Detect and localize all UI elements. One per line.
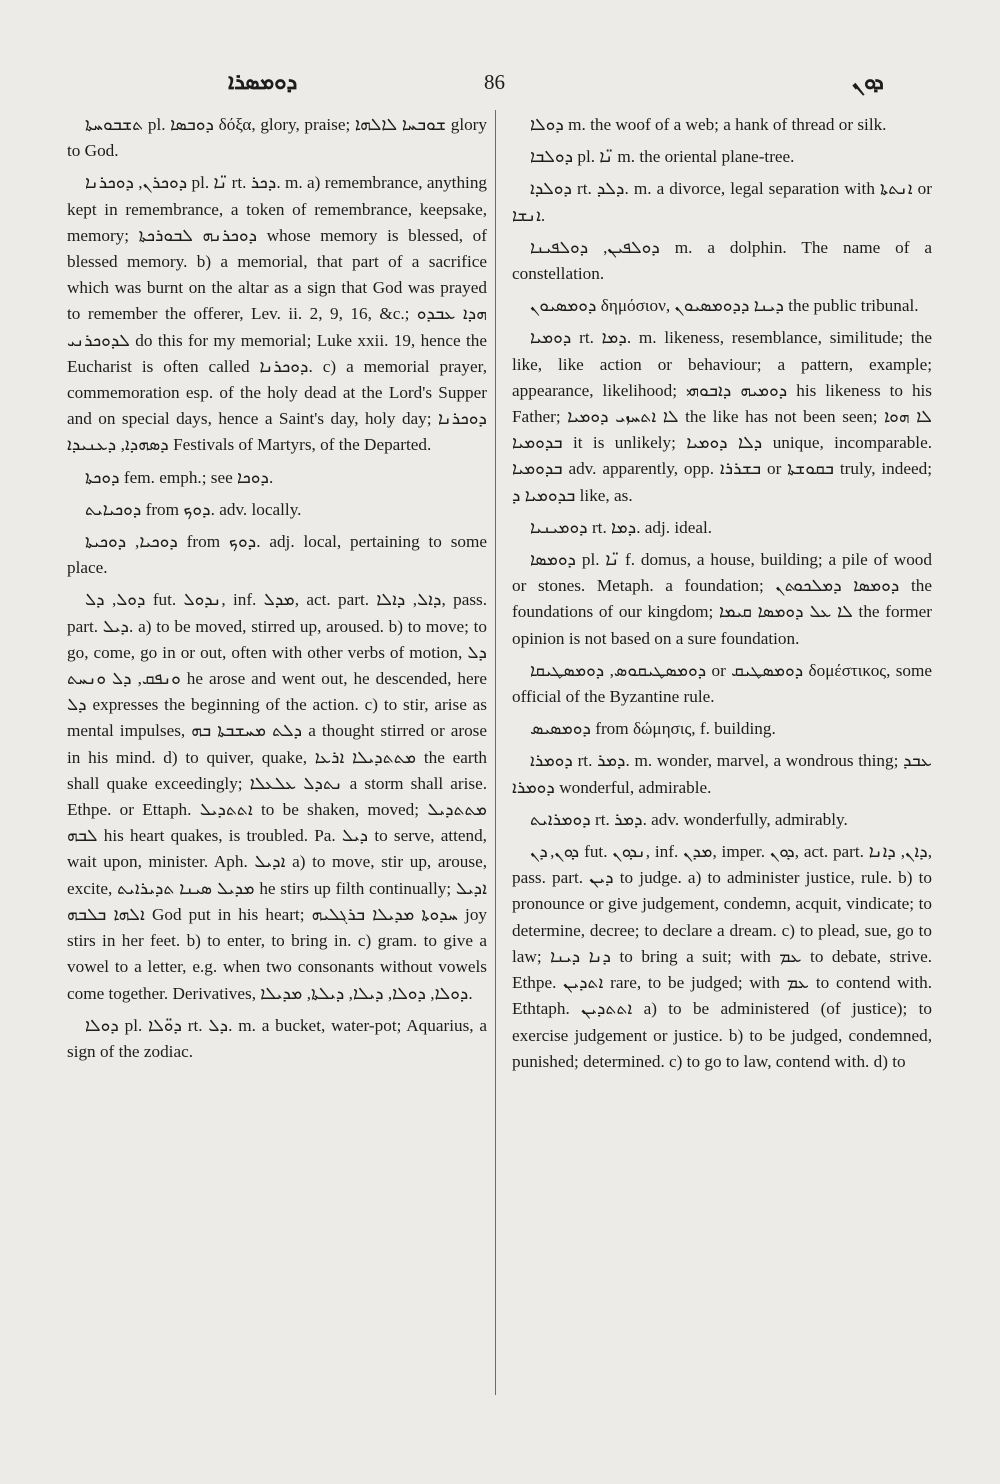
dictionary-entry: ܕܘܟܪܢ, ܕܘܟܪܢܐ pl. ܢ̈ܐ rt. ܕܟܪ. m. a) remembrance, anything kept in remembrance, a token of remembrance, keepsake, memory; ܕܘܟܪܢܗ ܠܒܘܪܟܬܐ whose memory is blessed, of blessed memory. b) a memorial, that part of a sacrifice which was burnt on the altar as a sign that God was prayed to remember the offerer, Lev. ii. 2, 9, 16, &c.; ܗܕܐ ܥܒܕܘ ܠܕܘܟܪܢܝ do this for my memorial; Luke xxii. 19, hence the Eucharist is often called ܕܘܟܪܢܐ. c) a memorial prayer, commemoration esp. of the holy dead at the Lord's Supper and on special days, hence a Saint's day, holy day; ܕܘܟܪܢܐ ܕܣܗܕܐ, ܕܥܢܝܕܐ Festivals of Martyrs, of the Departed. [67, 173, 488, 455]
dictionary-entry: ܕܘܡܣܝܣ from δώμησις, f. building. [530, 719, 776, 739]
dictionary-entry: ܕܘܡܪܐ rt. ܕܡܪ. m. wonder, marvel, a wondrous thing; ܥܒܕ ܕܘܡܪܐ wonderful, admirable. [512, 751, 932, 797]
dictionary-entry: ܕܘܡܪܐܝܬ rt. ܕܡܪ. adv. wonderfully, admirably. [530, 809, 848, 829]
dictionary-entry: ܕܘܟܬܐ fem. emph.; see ܕܘܟܐ. [85, 467, 274, 487]
left-column [67, 112, 487, 1071]
dictionary-entry: ܕܘܟܝܐ, ܕܘܟܝܬܐ from ܕܘܟ. adj. local, pertaining to some place. [67, 532, 487, 578]
dictionary-entry: ܕܘܡܣܝܘܢ δημόσιον, ܕܝܢܐ ܕܕܘܡܣܝܘܢ the public tribunal. [530, 296, 919, 316]
dictionary-entry: ܕܘܠܐ m. the woof of a web; a hank of thread or silk. [530, 115, 887, 134]
dictionary-entry: ܕܘܠ, ܕܠ fut. ܢܕܘܠ, inf. ܡܕܠ, act. part. ܕܐܠ, ܕܐܠܐ, pass. part. ܕܝܠ. a) to be moved, stirred up, aroused. b) to move; to go, come, go in or out, often with other verbs of motion, ܕܠ ܘܢܦܩ, ܕܠ ܘܢܚܬ he arose and went out, he descended, here ܕܠ expresses the beginning of the action. c) to stir, arise as mental impulses, ܕܠܬ ܡܚܫܒܬܐ ܒܗ a thought stirred or arose in his mind. d) to quiver, quake, ܡܬܬܕܝܠܐ ܐܪܥܐ the earth shall quake exceedingly; ܢܬܕܠ ܥܠܥܠܐ a storm shall arise. Ethpe. or Ettaph. ܐܬܬܕܝܠ to be shaken, moved; ܡܬܬܕܝܠ ܠܒܗ his heart quakes, is troubled. Pa. ܕܝܠ to serve, attend, wait upon, minister. Aph. ܐܕܝܠ a) to move, stir up, arouse, excite, ܡܕܝܠ ܣܝܢܐ ܬܕܝܪܐܝܬ he stirs up filth continually; ܐܕܝܠ ܐܠܗܐ ܒܠܒܗ God put in his heart; ܚܕܘܬܐ ܡܕܝܠܐ ܒܪܓܠܝܗ joy stirs in her feet. b) to enter, to bring in. c) gram. to give a vowel to a letter, e.g. when two consonants without vowels come together. Derivatives, ܕܘܠܐ, ܕܘܠܐ, ܕܝܠܐ, ܕܝܠܬܐ, ܡܕܝܠܐ. [67, 590, 488, 1003]
dictionary-entry: ܬܫܒܘܚܬܐ pl. ܕܘܒܣܐ δόξα, glory, praise; ܫܘܒܚܐ ܠܐܠܗܐ glory to God. [67, 115, 488, 161]
dictionary-entry: ܕܘܠܦܝܢ, ܕܘܠܦܝܢܐ m. a dolphin. The name of a constellation. [512, 237, 932, 284]
column-divider [495, 110, 496, 1395]
running-head-right: ܕܘܢ [852, 70, 884, 95]
dictionary-entry: ܕܘܡܝܐ rt. ܕܡܐ. m. likeness, resemblance, similitude; the like, like action or behaviour; a pattern, example; appearance, likelihood; ܕܘܡܝܗ ܕܐܒܘܗܝ his likeness to his Father; ܠܐ ܐܬܚܙܝ ܕܘܡܝܐ the like has not been seen; ܠܐ ܗܘܐ ܒܕܘܡܝܐ it is unlikely; ܕܠܐ ܕܘܡܝܐ unique, incomparable. ܒܕܘܡܝܐ adv. apparently, opp. ܒܫܪܪܐ or ܒܩܘܫܬܐ truly, indeed; ܒܕܘܡܝܐ ܕ like, as. [512, 328, 933, 505]
dictionary-entry: ܕܘܠܒܐ pl. ܢ̈ܐ m. the oriental plane-tree. [530, 147, 795, 167]
dictionary-entry: ܕܘܡܣܐ pl. ܢ̈ܐ f. domus, a house, building; a pile of wood or stones. Metaph. a foundation; ܕܘܡܣܐ ܕܡܠܟܘܬܢ the foundations of our kingdom; ܠܐ ܥܠ ܕܘܡܣܐ ܩܝܡܐ the former opinion is not based on a sure foundation. [512, 550, 932, 648]
dictionary-entry: ܕܘܟܝܐܝܬ from ܕܘܟ. adv. locally. [85, 499, 302, 519]
right-column [512, 112, 932, 1081]
dictionary-entry: ܕܘܠܐ pl. ܕܘ̈ܠܐ rt. ܕܠ. m. a bucket, water-pot; Aquarius, a sign of the zodiac. [67, 1015, 487, 1061]
page-header [0, 68, 1000, 102]
page-number: 86 [484, 70, 505, 94]
dictionary-entry: ܕܘܠܕܐ rt. ܕܠܕ. m. a divorce, legal separation with ܐܢܬܬܐ or ܐܢܫܐ. [512, 179, 933, 225]
running-head-left: ܕܘܡܣܪܐ [228, 70, 298, 95]
dictionary-entry: ܕܘܢ, ܕܢ fut. ܢܕܘܢ, inf. ܡܕܢ, imper. ܕܘܢ, act. part. ܕܐܢ, ܕܐܢܐ, pass. part. ܕܝܢ to judge. a) to administer justice, rule. b) to pronounce or give judgement, condemn, acquit, vindicate; to determine, decree; to declare a dream. c) to plead, sue, go to law; ܕܢܐ ܕܝܢܐ to bring a suit; with ܥܡ to debate, strive. Ethpe. ܐܬܕܝܢ rare, to be judged; with ܥܡ to contend with. Ethtaph. ܐܬܬܕܝܢ a) to be administered (of justice); to exercise judgement or justice. b) to be judged, condemned, punished; determined. c) to go to law, contend with. d) to [512, 842, 932, 1071]
dictionary-entry: ܕܘܡܣܛܝܩܘܣ, ܕܘܡܣܛܝܩܐ or ܕܘܡܣܛܝܩ δομέστικος, some official of the Byzantine rule. [512, 660, 932, 707]
dictionary-entry: ܕܘܡܝܢܝܐ rt. ܕܡܐ. adj. ideal. [530, 517, 713, 537]
